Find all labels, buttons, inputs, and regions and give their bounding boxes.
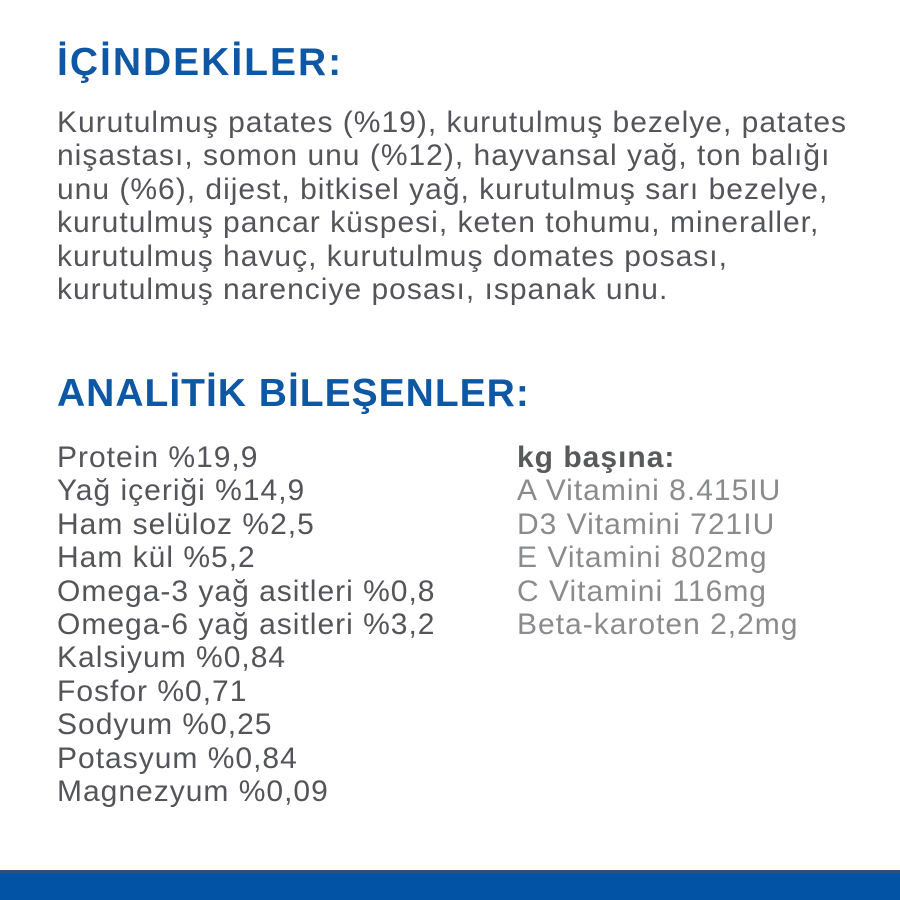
ingredients-paragraph: Kurutulmuş patates (%19), kurutulmuş bezelye, patates nişastası, somon unu (%12), hayvansal yağ, ton balığı unu (%6), dijest, bitkisel yağ, kurutulmuş sarı bezelye, kurutulmuş pancar küspesi, keten tohumu, mineraller, kurutulmuş havuç, kurutulmuş domates posası, kurutulmuş narenciye posası, ıspanak unu.: [57, 106, 848, 307]
analytic-item-omega6: Omega-6 yağ asitleri %3,2: [57, 608, 436, 642]
per-kg-item-vitamin-c: C Vitamini 116mg: [517, 574, 767, 608]
per-kg-list: [517, 441, 798, 641]
bottom-accent-bar: [0, 870, 900, 900]
per-kg-title: kg başına:: [517, 441, 676, 474]
ingredients-heading: İÇİNDEKİLER:: [57, 41, 344, 84]
analytic-components-heading: ANALİTİK BİLEŞENLER:: [57, 372, 530, 415]
per-kg-item-beta-carotene: Beta-karoten 2,2mg: [517, 608, 799, 642]
analytic-item-calcium: Kalsiyum %0,84: [57, 641, 287, 675]
analytic-components-list: [57, 441, 436, 808]
per-kg-item-vitamin-d3: D3 Vitamini 721IU: [517, 507, 776, 541]
analytic-item-protein: Protein %19,9: [57, 441, 259, 474]
per-kg-item-vitamin-a: A Vitamini 8.415IU: [517, 474, 782, 508]
analytic-item-crude-fiber: Ham selüloz %2,5: [57, 507, 315, 541]
analytic-item-sodium: Sodyum %0,25: [57, 708, 273, 742]
analytic-item-magnesium: Magnezyum %0,09: [57, 775, 329, 809]
analytic-item-crude-ash: Ham kül %5,2: [57, 541, 256, 575]
analytic-item-omega3: Omega-3 yağ asitleri %0,8: [57, 574, 436, 608]
analytic-item-potassium: Potasyum %0,84: [57, 741, 298, 775]
analytic-item-fat: Yağ içeriği %14,9: [57, 474, 306, 508]
analytic-item-phosphorus: Fosfor %0,71: [57, 674, 248, 708]
per-kg-item-vitamin-e: E Vitamini 802mg: [517, 541, 768, 575]
